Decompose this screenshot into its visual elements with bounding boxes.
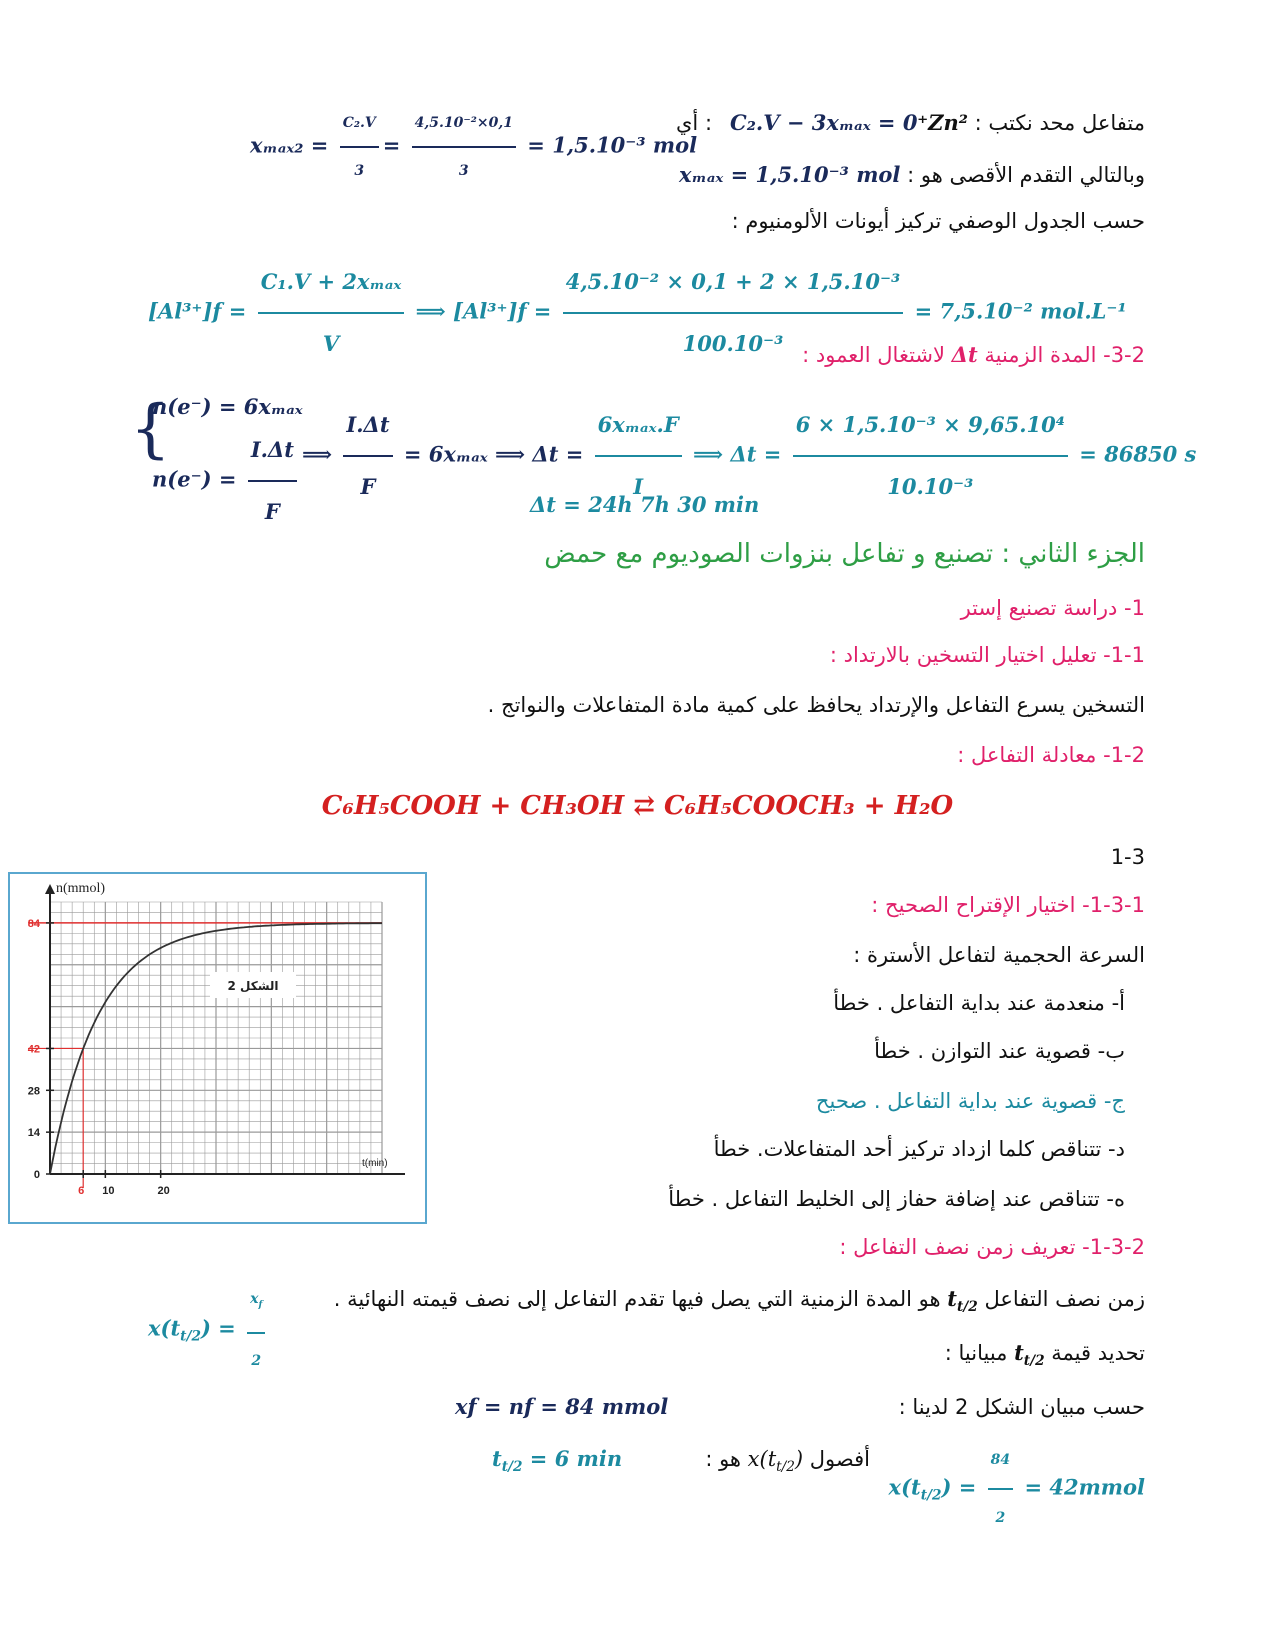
- section-3-2-heading: 3-2- المدة الزمنية Δt لاشتغال العمود :: [802, 342, 1145, 367]
- xf-value: xf = nf = 84 mmol: [455, 1394, 669, 1419]
- abscissa-text: أفصول $x(t_{t/2})$ هو :: [705, 1447, 870, 1476]
- according-to-graph: حسب مبيان الشكل 2 لدينا :: [898, 1395, 1145, 1419]
- xmax2-equation: xₘₐₓ₂ = $\frac{\text{C₂.V}}{3}$ = $\frac{\text{4,5.10⁻²×0,1}}{3}$ = 1,5.10⁻³ mol: [250, 100, 697, 194]
- x-tick-label: 6: [78, 1185, 85, 1197]
- zn-ion: Zn²⁺: [917, 110, 968, 135]
- zn-limiting-text: متفاعل محد نكتب :: [967, 111, 1145, 135]
- y-axis-label: n(mmol): [56, 881, 105, 896]
- line-xmax: وبالتالي التقدم الأقصى هو : xₘₐₓ = 1,5.10⁻³ mol: [679, 162, 1145, 187]
- section-1-1-text: التسخين يسرع التفاعل والإرتداد يحافظ على كمية مادة المتفاعلات والنواتج .: [487, 693, 1145, 717]
- section-1-3-2-heading: 1-3-2- تعريف زمن نصف التفاعل :: [839, 1235, 1145, 1259]
- y-tick-label: 42: [27, 1043, 40, 1056]
- delta-t-derivation: ⟹ $\frac{I.\Delta t}{F}$ = 6xₘₐₓ ⟹ Δt = $\frac{\text{6xₘₐₓ.F}}{I}$ ⟹ Δt = $\frac{\text{6 × 1,5.10⁻³ × 9,65.10⁴}}{\text{10.10⁻³}}$ = 86850 s: [302, 395, 1196, 517]
- delta-t-result: Δt = 24h 7h 30 min: [530, 492, 760, 517]
- line-zn-limiting: [917, 108, 1145, 138]
- part-2-title: الجزء الثاني : تصنيع و تفاعل بنزوات الصوديوم مع حمض: [544, 539, 1145, 569]
- option-e: ه- تتناقص عند إضافة حفاز إلى الخليط التفاعل . خطأ: [668, 1187, 1125, 1211]
- half-life-definition: زمن نصف التفاعل $t_{t/2}$ هو المدة الزمنية التي يصل فيها تقدم التفاعل إلى نصف قيمته النهائية .: [333, 1286, 1145, 1316]
- rate-question: السرعة الحجمية لتفاعل الأسترة :: [853, 943, 1145, 967]
- section-1-1-heading: 1-1- تعليل اختيار التسخين بالارتداد :: [829, 643, 1145, 667]
- t-half-value: $t_{t/2} = 6$ min: [492, 1446, 623, 1476]
- brace-icon: {: [130, 392, 171, 466]
- al-concentration-equation: [Al³⁺]f = $\frac{\text{C₁.V + 2xₘₐₓ}}{V}$ ⟹ [Al³⁺]f = $\frac{\text{4,5.10⁻² × 0,1 + 2 × 1,5.10⁻³}}{\text{100.10⁻³}}$ = 7,5.10⁻² mol.L⁻¹: [148, 252, 1127, 374]
- chart-svg: [10, 874, 425, 1222]
- y-tick-label: 84: [27, 917, 40, 930]
- x-half-value: $x(t_{t/2})$ = $\frac{84}{2}$ = 42mmol: [889, 1432, 1145, 1546]
- section-1-heading: 1- دراسة تصنيع إستر: [960, 596, 1145, 620]
- x-tick-label: 10: [102, 1185, 115, 1197]
- option-a: أ- منعدمة عند بداية التفاعل . خطأ: [833, 991, 1125, 1015]
- y-axis-arrow-icon: [45, 884, 55, 894]
- x-axis-label: t(min): [362, 1158, 388, 1169]
- y-tick-label: 0: [33, 1169, 40, 1181]
- system-eq-1: n(e⁻) = 6xₘₐₓ: [152, 394, 303, 419]
- section-1-3-1-heading: 1-3-1- اختيار الإقتراح الصحيح :: [871, 893, 1145, 917]
- section-1-2-heading: 1-2- معادلة التفاعل :: [957, 743, 1145, 767]
- al-heading: حسب الجدول الوصفي تركيز أيونات الألومنيوم :: [731, 209, 1145, 233]
- section-1-3-heading: 1-3: [1110, 845, 1145, 869]
- zn-equation: C₂.V − 3xₘₐₓ = 0: [730, 110, 918, 135]
- x-tick-label: 20: [157, 1185, 170, 1197]
- y-tick-label: 14: [27, 1127, 40, 1140]
- ay-label: أي :: [676, 111, 713, 135]
- option-b: ب- قصوية عند التوازن . خطأ: [874, 1039, 1125, 1063]
- graphical-determination: تحديد قيمة $t_{t/2}$ مبيانيا :: [944, 1340, 1145, 1370]
- figure-label: الشكل 2: [227, 979, 279, 993]
- reaction-equation: C₆H₅COOH + CH₃OH ⇄ C₆H₅COOCH₃ + H₂O: [321, 791, 954, 821]
- half-life-formula: $x(t_{t/2})$ = $\frac{x_f}{2}$: [148, 1272, 269, 1388]
- option-c: ج- قصوية عند بداية التفاعل . صحيح: [815, 1089, 1125, 1113]
- option-d: د- تتناقص كلما ازداد تركيز أحد المتفاعلات. خطأ: [713, 1137, 1125, 1161]
- system-eq-2: n(e⁻) = $\frac{I.\Delta t}{F}$: [152, 420, 301, 542]
- figure-2-chart: [8, 872, 427, 1224]
- xmax-value: xₘₐₓ = 1,5.10⁻³ mol: [679, 162, 901, 187]
- y-tick-label: 28: [27, 1085, 40, 1098]
